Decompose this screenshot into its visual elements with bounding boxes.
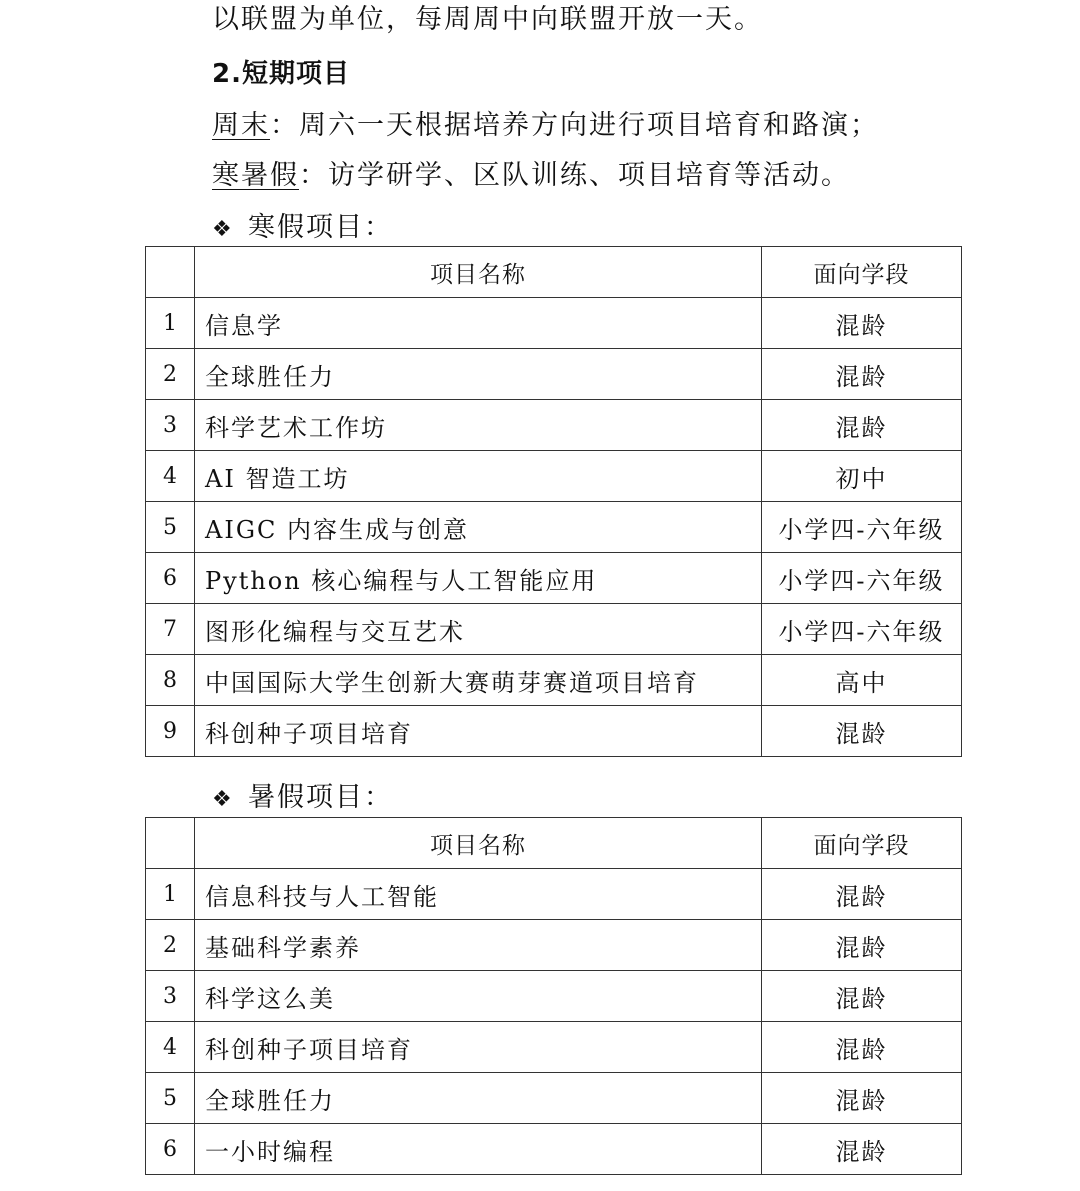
table-row (146, 1124, 962, 1175)
project-stage: 小学四-六年级 (762, 553, 962, 604)
row-index: 5 (146, 502, 195, 553)
project-name: 信息学 (195, 298, 762, 349)
project-name: Python 核心编程与人工智能应用 (195, 553, 762, 604)
table-header-row (146, 247, 962, 298)
row-index: 2 (146, 920, 195, 971)
project-name: 信息科技与人工智能 (195, 869, 762, 920)
table-row (146, 1073, 962, 1124)
project-stage: 混龄 (762, 971, 962, 1022)
table-header-row (146, 818, 962, 869)
header-index (146, 818, 195, 869)
project-name: 中国国际大学生创新大赛萌芽赛道项目培育 (195, 655, 762, 706)
row-index: 4 (146, 1022, 195, 1073)
row-index: 5 (146, 1073, 195, 1124)
project-name: 全球胜任力 (195, 349, 762, 400)
header-project-name: 项目名称 (195, 247, 762, 298)
row-index: 3 (146, 400, 195, 451)
project-stage: 混龄 (762, 400, 962, 451)
table-row (146, 869, 962, 920)
project-stage: 混龄 (762, 869, 962, 920)
table-row (146, 655, 962, 706)
weekend-line (212, 108, 879, 144)
paragraph-tail: 以联盟为单位，每周周中向联盟开放一天。 (212, 4, 763, 35)
project-stage: 混龄 (762, 706, 962, 757)
winter-projects-table (145, 246, 962, 757)
project-stage: 混龄 (762, 1022, 962, 1073)
row-index: 6 (146, 1124, 195, 1175)
table-row (146, 502, 962, 553)
project-name: 一小时编程 (195, 1124, 762, 1175)
summer-title: 暑假项目： (248, 782, 393, 813)
summer-section-label (212, 780, 393, 818)
vacation-line (212, 158, 850, 194)
row-index: 7 (146, 604, 195, 655)
summer-projects-table (145, 817, 962, 1175)
winter-table-body (146, 247, 962, 757)
project-stage: 小学四-六年级 (762, 604, 962, 655)
header-index (146, 247, 195, 298)
winter-section-label (212, 210, 393, 248)
row-index: 1 (146, 869, 195, 920)
project-stage: 初中 (762, 451, 962, 502)
row-index: 9 (146, 706, 195, 757)
project-stage: 混龄 (762, 1073, 962, 1124)
project-name: AI 智造工坊 (195, 451, 762, 502)
project-name: 全球胜任力 (195, 1073, 762, 1124)
table-row (146, 349, 962, 400)
project-stage: 混龄 (762, 920, 962, 971)
row-index: 1 (146, 298, 195, 349)
project-name: 科创种子项目培育 (195, 1022, 762, 1073)
table-row (146, 920, 962, 971)
row-index: 3 (146, 971, 195, 1022)
project-name: AIGC 内容生成与创意 (195, 502, 762, 553)
summer-table-body (146, 818, 962, 1175)
row-index: 8 (146, 655, 195, 706)
table-row (146, 706, 962, 757)
winter-title: 寒假项目： (248, 212, 393, 243)
table-row (146, 1022, 962, 1073)
project-name: 图形化编程与交互艺术 (195, 604, 762, 655)
header-project-name: 项目名称 (195, 818, 762, 869)
project-stage: 混龄 (762, 298, 962, 349)
vacation-text: ：访学研学、区队训练、项目培育等活动。 (299, 160, 850, 191)
project-stage: 高中 (762, 655, 962, 706)
section-heading: 2.短期项目 (212, 59, 350, 89)
row-index: 2 (146, 349, 195, 400)
diamond-bullet-icon: ❖ (212, 787, 234, 812)
table-row (146, 604, 962, 655)
table-row (146, 553, 962, 604)
header-stage: 面向学段 (762, 247, 962, 298)
row-index: 6 (146, 553, 195, 604)
table-row (146, 971, 962, 1022)
header-stage: 面向学段 (762, 818, 962, 869)
row-index: 4 (146, 451, 195, 502)
table-row (146, 451, 962, 502)
project-name: 科创种子项目培育 (195, 706, 762, 757)
weekend-text: ：周六一天根据培养方向进行项目培育和路演； (270, 110, 879, 141)
project-name: 科学这么美 (195, 971, 762, 1022)
diamond-bullet-icon: ❖ (212, 217, 234, 242)
project-stage: 混龄 (762, 1124, 962, 1175)
project-name: 科学艺术工作坊 (195, 400, 762, 451)
vacation-label: 寒暑假 (212, 160, 299, 191)
project-stage: 小学四-六年级 (762, 502, 962, 553)
table-row (146, 298, 962, 349)
project-stage: 混龄 (762, 349, 962, 400)
weekend-label: 周末 (212, 110, 270, 141)
table-row (146, 400, 962, 451)
project-name: 基础科学素养 (195, 920, 762, 971)
